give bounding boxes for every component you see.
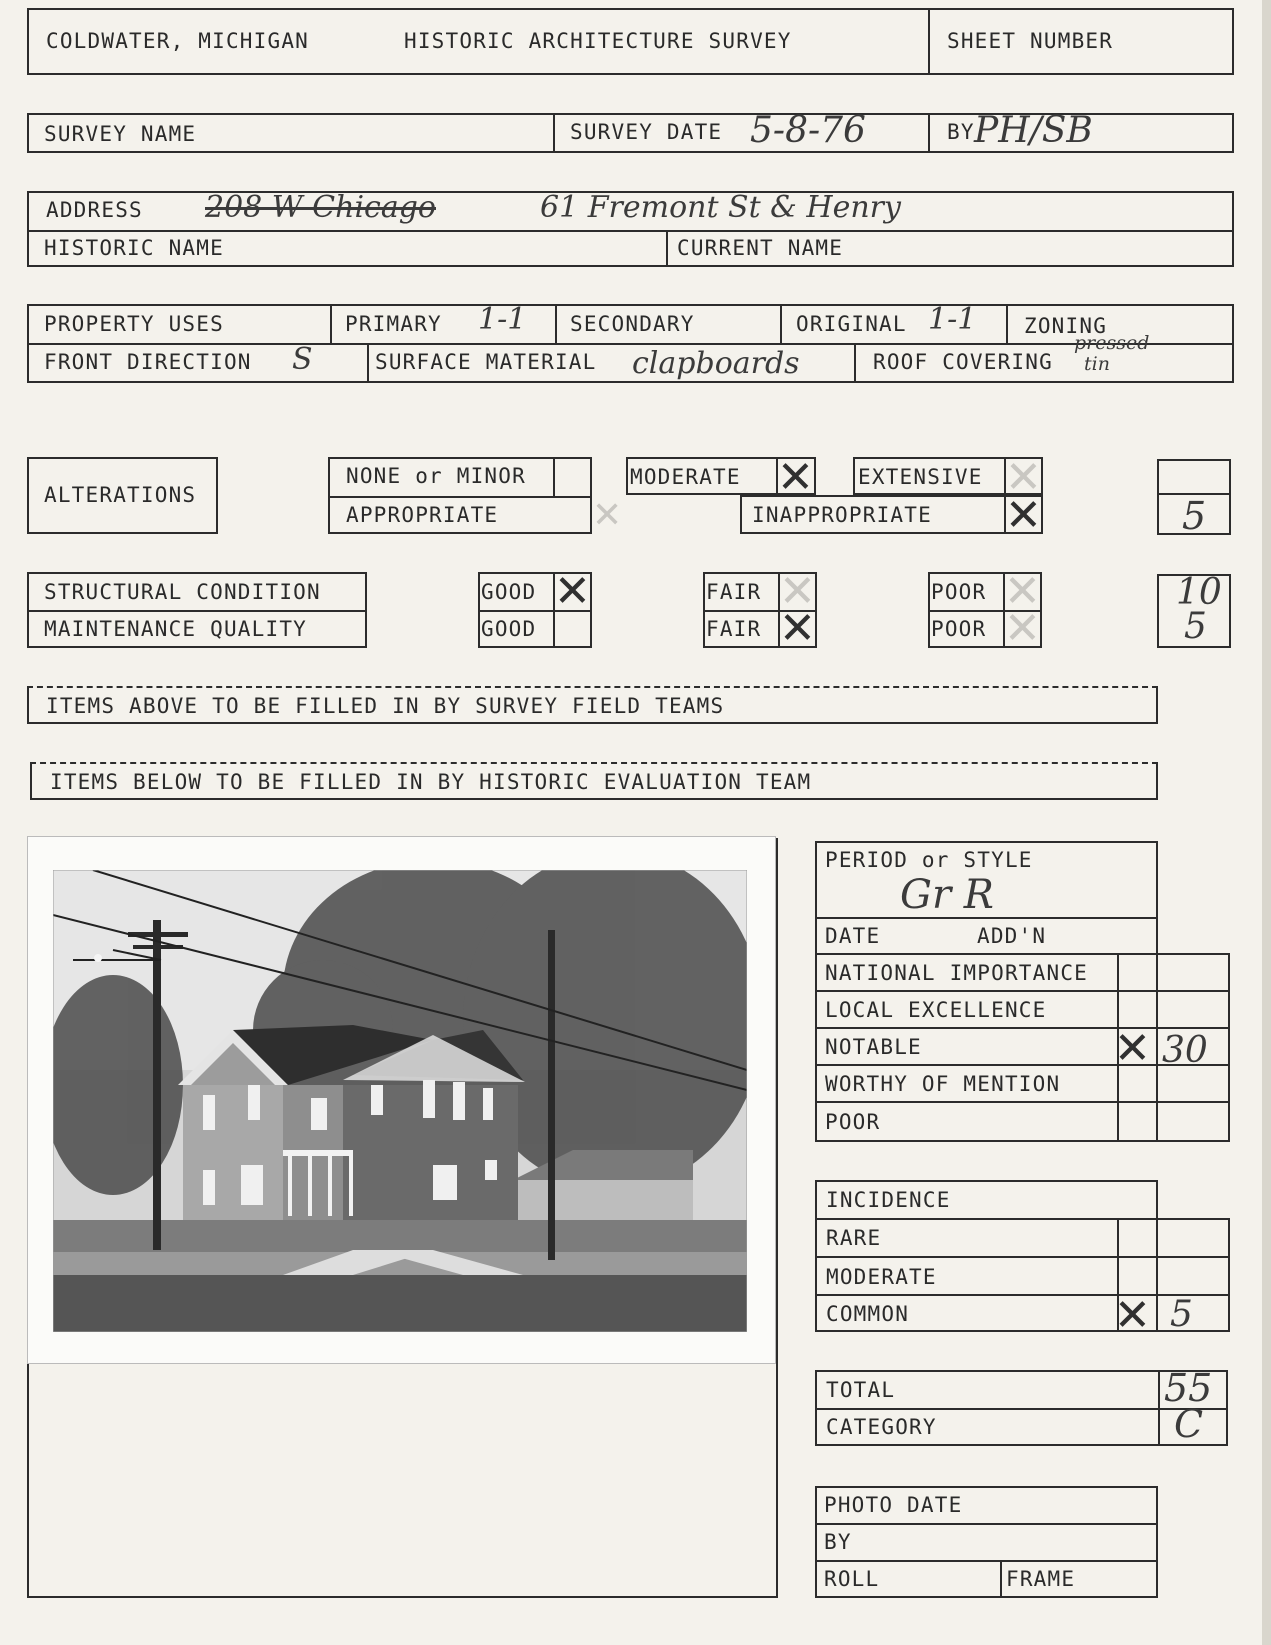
divider [815, 1256, 1228, 1258]
survey-date-value: 5-8-76 [750, 110, 866, 151]
survey-by-value: PH/SB [974, 110, 1093, 151]
national-importance-label: NATIONAL IMPORTANCE [825, 961, 1089, 985]
note-below: ITEMS BELOW TO BE FILLED IN BY HISTORIC EVALUATION TEAM [50, 770, 812, 794]
inappropriate-label: INAPPROPRIATE [752, 503, 932, 527]
divider [553, 457, 555, 496]
divider [27, 230, 1234, 232]
common-check[interactable]: ✕ [1114, 1290, 1151, 1341]
structural-fair-check[interactable]: ✕ [779, 566, 816, 617]
period-style-value: Gr R [900, 872, 994, 918]
structural-condition-label: STRUCTURAL CONDITION [44, 580, 321, 604]
divider [553, 113, 555, 153]
historic-name-label: HISTORIC NAME [44, 236, 224, 260]
original-value: 1-1 [928, 302, 977, 337]
note-above: ITEMS ABOVE TO BE FILLED IN BY SURVEY FIELD TEAMS [46, 694, 725, 718]
divider [854, 343, 856, 383]
divider [1228, 1218, 1230, 1332]
worthy-of-mention-label: WORTHY OF MENTION [825, 1072, 1061, 1096]
divider [666, 230, 668, 267]
category-label: CATEGORY [826, 1415, 937, 1439]
extensive-label: EXTENSIVE [858, 465, 983, 489]
photo-date-label: PHOTO DATE [824, 1493, 963, 1517]
secondary-label: SECONDARY [570, 312, 695, 336]
poor-label: POOR [825, 1110, 881, 1134]
original-label: ORIGINAL [796, 312, 907, 336]
maintenance-quality-label: MAINTENANCE QUALITY [44, 617, 308, 641]
divider [815, 953, 1228, 955]
divider [928, 8, 930, 75]
survey-name-label: SURVEY NAME [44, 122, 197, 146]
survey-date-label: SURVEY DATE [570, 120, 723, 144]
roof-covering-label: ROOF COVERING [873, 350, 1053, 374]
moderate-label: MODERATE [630, 465, 741, 489]
appropriate-label: APPROPRIATE [346, 503, 499, 527]
roof-covering-value: tin [1084, 353, 1110, 375]
category-value: C [1174, 1402, 1204, 1446]
city-label: COLDWATER, MICHIGAN [46, 29, 310, 53]
address-struck-value: 208 W Chicago [205, 190, 436, 225]
maintenance-score: 5 [1184, 606, 1207, 647]
rare-label: RARE [826, 1226, 882, 1250]
survey-by-label: BY [947, 120, 975, 144]
address-value: 61 Fremont St & Henry [540, 190, 901, 225]
divider [1117, 1140, 1228, 1142]
divider [27, 610, 367, 612]
divider [1000, 1560, 1002, 1598]
structural-poor-label: POOR [931, 580, 987, 604]
divider [1156, 762, 1158, 800]
paper-edge [1262, 0, 1271, 1645]
alterations-label: ALTERATIONS [44, 483, 197, 507]
incidence-label: INCIDENCE [826, 1188, 951, 1212]
structural-score: 10 [1176, 572, 1222, 613]
current-name-label: CURRENT NAME [677, 236, 844, 260]
divider [27, 343, 1234, 345]
property-uses-label: PROPERTY USES [44, 312, 224, 336]
primary-label: PRIMARY [345, 312, 442, 336]
photo-by-label: BY [824, 1530, 852, 1554]
divider [328, 496, 592, 498]
divider [1228, 953, 1230, 1142]
divider [330, 304, 332, 344]
addn-label: ADD'N [977, 924, 1047, 948]
divider [815, 1218, 1228, 1220]
roof-covering-value: pressed [1074, 332, 1150, 354]
divider [815, 1560, 1158, 1562]
structural-good-check[interactable]: ✕ [554, 566, 591, 617]
moderate-label: MODERATE [826, 1265, 937, 1289]
common-score: 5 [1170, 1294, 1193, 1335]
divider [1006, 304, 1008, 344]
divider [555, 304, 557, 344]
moderate-check[interactable]: ✕ [777, 452, 814, 503]
address-label: ADDRESS [46, 198, 143, 222]
none-minor-label: NONE or MINOR [346, 464, 526, 488]
local-excellence-label: LOCAL EXCELLENCE [825, 998, 1047, 1022]
notable-check[interactable]: ✕ [1114, 1023, 1151, 1074]
extensive-check[interactable]: ✕ [1005, 452, 1042, 503]
sheet-number-label: SHEET NUMBER [947, 29, 1114, 53]
structural-poor-check[interactable]: ✕ [1004, 566, 1041, 617]
structural-good-label: GOOD [481, 580, 537, 604]
structural-fair-label: FAIR [706, 580, 762, 604]
maintenance-fair-label: FAIR [706, 617, 762, 641]
total-label: TOTAL [826, 1378, 896, 1402]
maintenance-good-label: GOOD [481, 617, 537, 641]
notable-score: 30 [1162, 1030, 1208, 1071]
date-label: DATE [825, 924, 881, 948]
form-title: HISTORIC ARCHITECTURE SURVEY [404, 29, 792, 53]
front-direction-value: S [292, 342, 313, 377]
primary-value: 1-1 [478, 302, 527, 337]
zoning-label: ZONING [1024, 314, 1108, 338]
maintenance-poor-label: POOR [931, 617, 987, 641]
alterations-score: 5 [1182, 494, 1207, 538]
divider [780, 304, 782, 344]
total-value: 55 [1164, 1366, 1213, 1410]
divider [815, 1027, 1228, 1029]
inappropriate-check[interactable]: ✕ [1005, 490, 1042, 541]
appropriate-check[interactable]: ✕ [592, 495, 623, 536]
divider [1158, 1370, 1160, 1446]
maintenance-fair-check[interactable]: ✕ [779, 603, 816, 654]
divider [367, 343, 369, 383]
common-label: COMMON [826, 1302, 910, 1326]
house-photo [53, 870, 747, 1332]
roll-label: ROLL [824, 1567, 880, 1591]
maintenance-poor-check[interactable]: ✕ [1004, 603, 1041, 654]
divider [1232, 113, 1234, 153]
divider [815, 1294, 1228, 1296]
divider [815, 1101, 1228, 1103]
period-style-label: PERIOD or STYLE [825, 848, 1033, 872]
divider [928, 113, 930, 153]
surface-material-label: SURFACE MATERIAL [375, 350, 597, 374]
divider [815, 1523, 1158, 1525]
frame-label: FRAME [1006, 1567, 1076, 1591]
surface-material-value: clapboards [632, 346, 800, 381]
front-direction-label: FRONT DIRECTION [44, 350, 252, 374]
divider [815, 990, 1228, 992]
notable-label: NOTABLE [825, 1035, 922, 1059]
